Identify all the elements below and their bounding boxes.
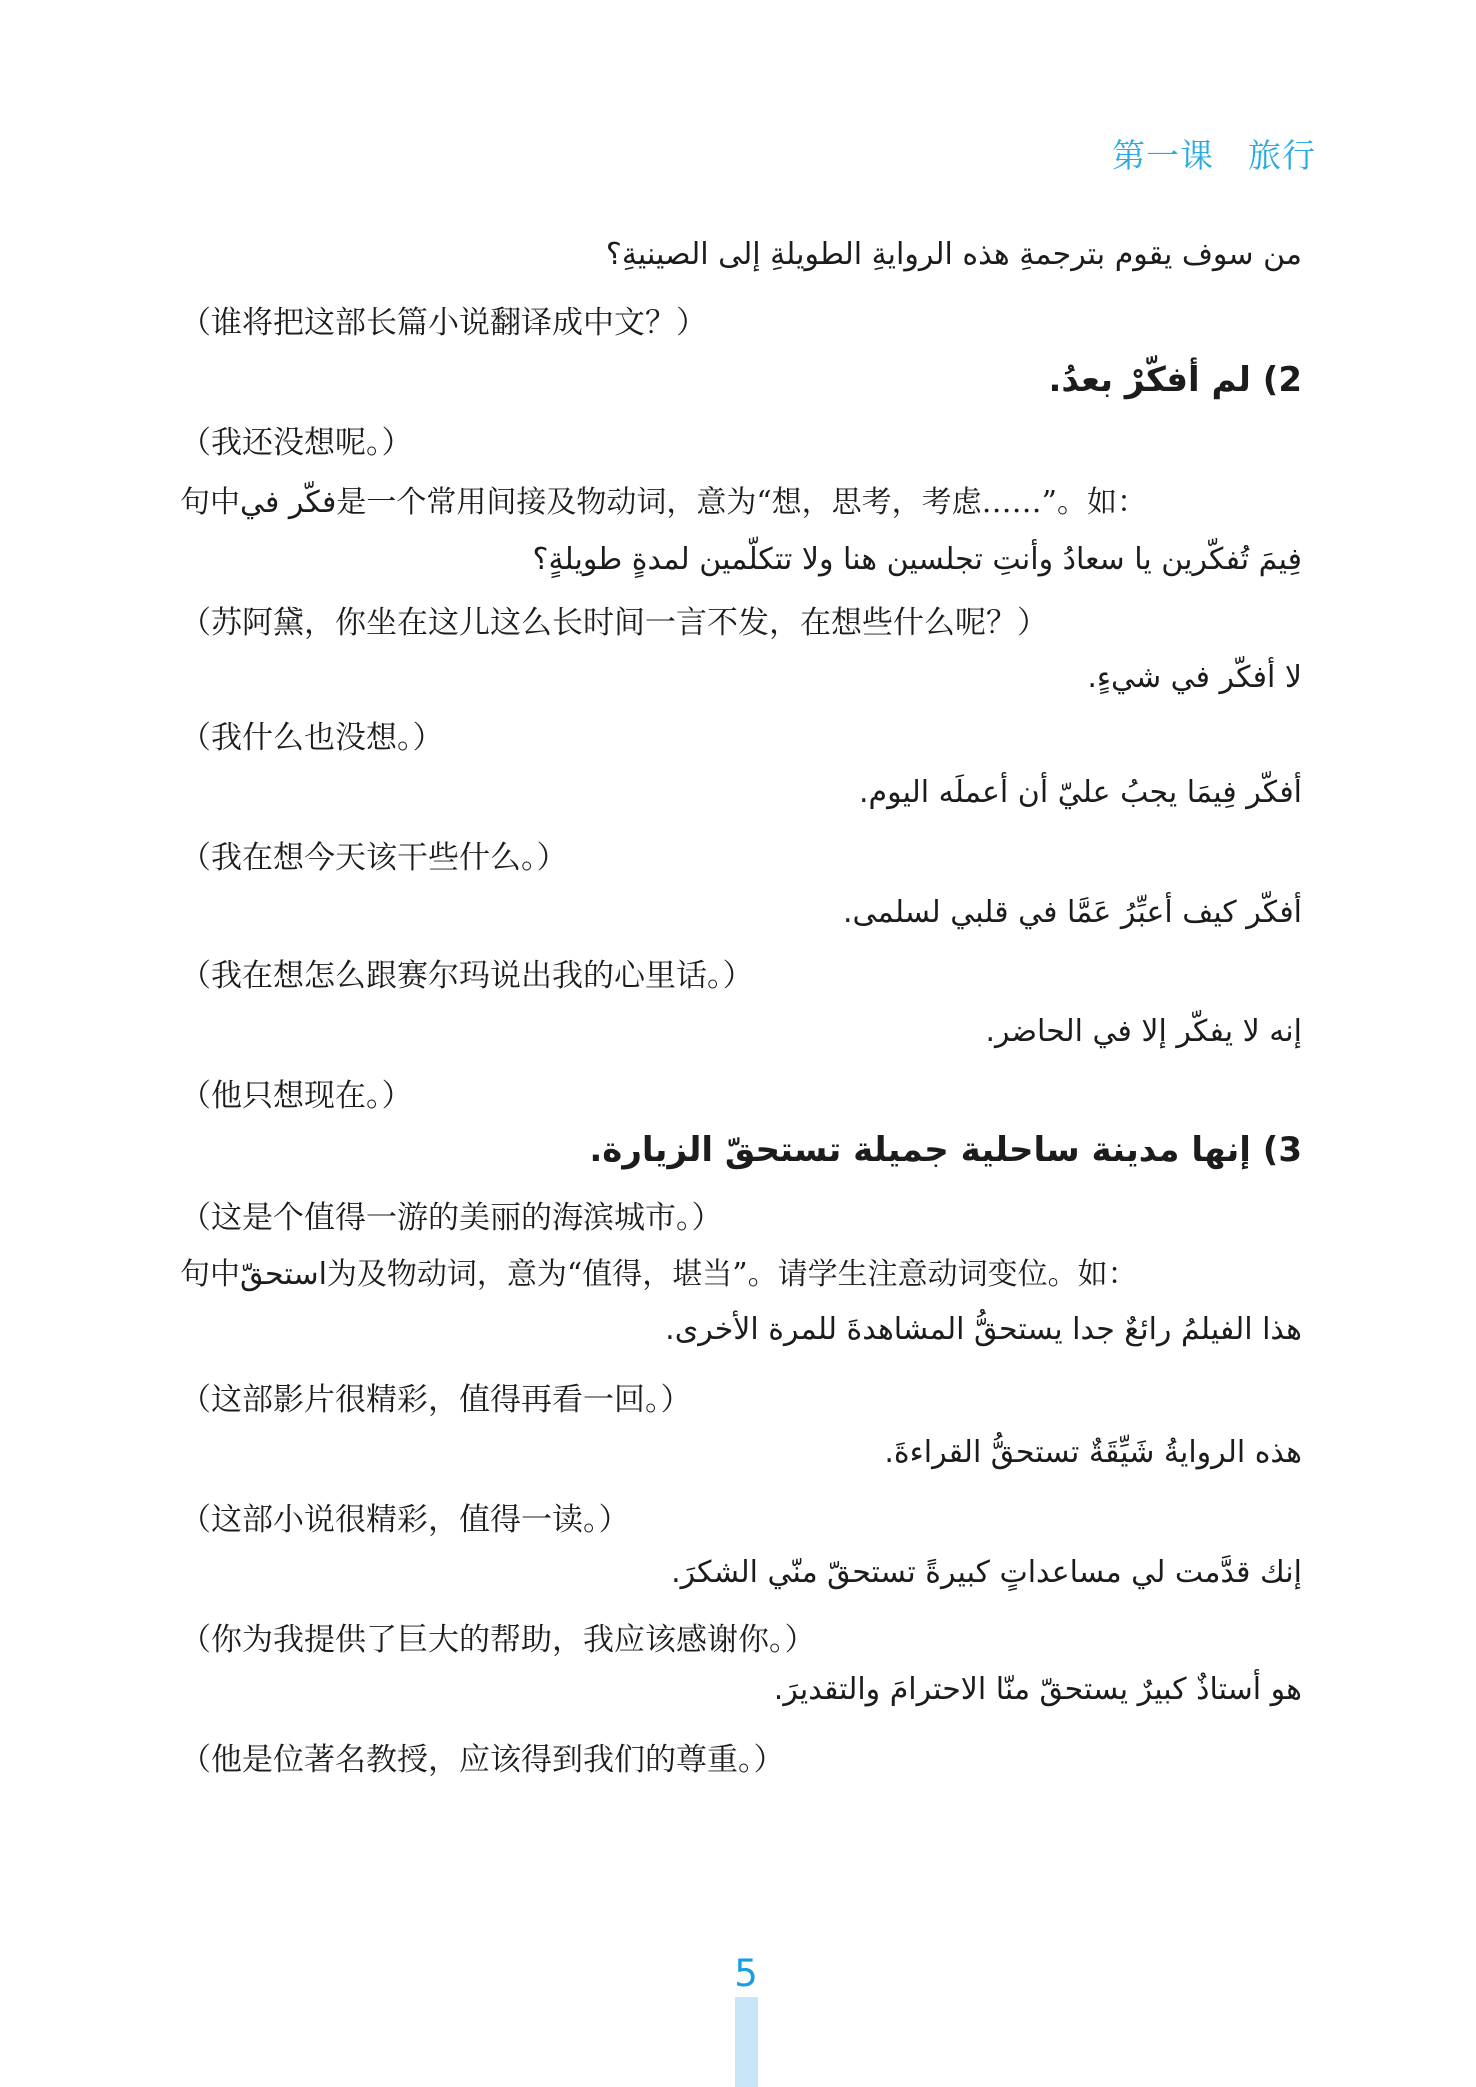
chinese-translation-line: （这部小说很精彩，值得一读。） xyxy=(180,1502,630,1538)
chinese-translation-line: （这部影片很精彩，值得再看一回。） xyxy=(180,1382,692,1418)
chinese-translation-line: （他只想现在。） xyxy=(180,1078,413,1114)
arabic-example-line: إنك قدَّمت لي مساعداتٍ كبيرةً تستحقّ منّي الشكرَ. xyxy=(671,1555,1302,1590)
chinese-translation-line: （苏阿黛，你坐在这儿这么长时间一言不发，在想些什么呢？） xyxy=(180,605,1048,641)
arabic-example-line: من سوف يقوم بترجمةِ هذه الروايةِ الطويلةِ إلى الصينيةِ؟ xyxy=(605,237,1302,272)
chinese-translation-line: （我什么也没想。） xyxy=(180,720,444,756)
section-heading: 2) لم أفكّرْ بعدُ. xyxy=(1048,360,1302,400)
arabic-example-line: أفكّر كيف أعبِّرُ عَمَّا في قلبي لسلمى. xyxy=(842,895,1302,930)
chinese-translation-line: （我在想怎么跟赛尔玛说出我的心里话。） xyxy=(180,958,754,994)
section-heading: 3) إنها مدينة ساحلية جميلة تستحقّ الزيارة. xyxy=(589,1130,1302,1170)
explanation-line: 句中استحقّ为及物动词，意为“值得，堪当”。请学生注意动词变位。如： xyxy=(180,1257,1138,1292)
chinese-translation-line: （谁将把这部长篇小说翻译成中文？） xyxy=(180,305,707,341)
page-content xyxy=(180,0,1302,2087)
chinese-translation-line: （他是位著名教授，应该得到我们的尊重。） xyxy=(180,1742,785,1778)
arabic-example-line: هذا الفيلمُ رائعٌ جدا يستحقُّ المشاهدةَ للمرة الأخرى. xyxy=(665,1312,1302,1347)
arabic-example-line: لا أفكّر في شيءٍ. xyxy=(1087,660,1302,695)
chinese-translation-line: （我在想今天该干些什么。） xyxy=(180,840,568,876)
chinese-translation-line: （这是个值得一游的美丽的海滨城市。） xyxy=(180,1200,723,1236)
arabic-example-line: هو أستاذٌ كبيرٌ يستحقّ منّا الاحترامَ والتقديرَ. xyxy=(773,1672,1302,1707)
footer-accent-bar xyxy=(735,1997,758,2087)
chinese-translation-line: （我还没想呢。） xyxy=(180,425,413,461)
page-number: 5 xyxy=(734,1952,758,1995)
explanation-line: 句中فكّر في是一个常用间接及物动词，意为“想，思考，考虑……”。如： xyxy=(180,485,1148,520)
arabic-example-line: أفكّر فِيمَا يجبُ عليّ أن أعملَه اليوم. xyxy=(859,775,1302,810)
chinese-translation-line: （你为我提供了巨大的帮助，我应该感谢你。） xyxy=(180,1622,816,1658)
arabic-example-line: فِيمَ تُفكّرين يا سعادُ وأنتِ تجلسين هنا ولا تتكلّمين لمدةٍ طويلةٍ؟ xyxy=(532,542,1302,577)
arabic-example-line: هذه الروايةُ شَيِّقَةٌ تستحقُّ القراءةَ. xyxy=(884,1435,1302,1470)
chapter-header: 第一课 旅行 xyxy=(1112,136,1316,175)
arabic-example-line: إنه لا يفكّر إلا في الحاضر. xyxy=(985,1014,1302,1049)
